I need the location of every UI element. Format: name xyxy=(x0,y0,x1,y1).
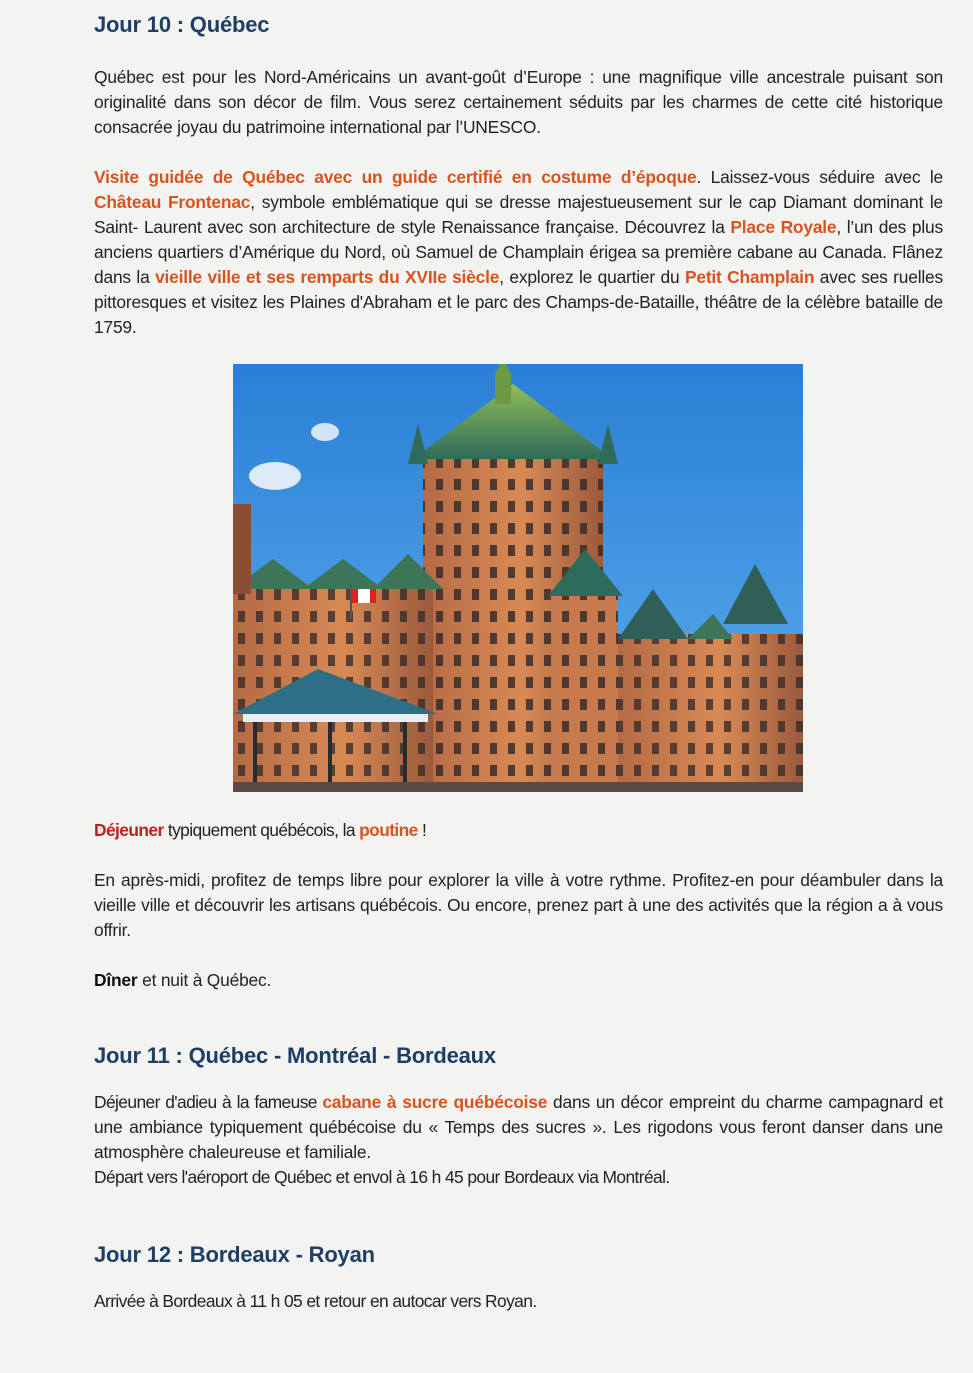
day10-visit-paragraph: Visite guidée de Québec avec un guide certifié en costume d’époque. Laissez-vous séduire avec le Château Frontenac, symbole emblématique qui se dresse majestueusement sur le cap Diamant dominant le Saint- Laurent avec son architecture de style Renaissance française. Découvrez la Place Royale, l’un des plus anciens quartiers d’Amérique du Nord, où Samuel de Champlain érigea sa première cabane au Canada. Flânez dans la vieille ville et ses remparts du XVIIe siècle, explorez le quartier du Petit Champlain avec ses ruelles pittoresques et visitez les Plaines d'Abraham et le parc des Champs-de-Bataille, théâtre de la célèbre bataille de 1759. xyxy=(94,167,944,337)
lunch-paragraph: Déjeuner typiquement québécois, la poutine ! xyxy=(94,820,427,840)
day12-title: Jour 12 : Bordeaux - Royan xyxy=(94,1242,375,1267)
chateau-frontenac-photo xyxy=(233,364,803,792)
chateau-frontenac-highlight: Château Frontenac xyxy=(94,192,251,212)
afternoon-paragraph: En après-midi, profitez de temps libre pour explorer la ville à votre rythme. Profitez-en pour déambuler dans la vieille ville et découvrir les artisans québécois. Ou encore, prenez part à une des activités que la région a à vous offrir. xyxy=(94,870,943,940)
poutine-highlight: poutine xyxy=(359,820,418,840)
old-town-highlight: vieille ville et ses remparts du XVIIe siècle xyxy=(155,267,500,287)
guided-tour-highlight: Visite guidée de Québec avec un guide certifié en costume d’époque xyxy=(94,167,697,187)
day12-paragraph: Arrivée à Bordeaux à 11 h 05 et retour en autocar vers Royan. xyxy=(94,1291,537,1311)
place-royale-highlight: Place Royale xyxy=(730,217,837,237)
day10-intro-paragraph: Québec est pour les Nord-Américains un avant-goût d’Europe : une magnifique ville ancestrale puisant son originalité dans son décor de film. Vous serez certainement séduits par les charmes de cette cité historique consacrée joyau du patrimoine international par l’UNESCO. xyxy=(94,67,943,137)
departure-line: Départ vers l'aéroport de Québec et envol à 16 h 45 pour Bordeaux via Montréal. xyxy=(94,1167,670,1187)
sugar-shack-highlight: cabane à sucre québécoise xyxy=(322,1092,548,1112)
dinner-paragraph: Dîner et nuit à Québec. xyxy=(94,970,272,990)
petit-champlain-highlight: Petit Champlain xyxy=(684,267,815,287)
lunch-highlight: Déjeuner xyxy=(94,820,164,840)
dinner-label: Dîner xyxy=(94,970,138,990)
day11-paragraph: Déjeuner d'adieu à la fameuse cabane à sucre québécoise dans un décor empreint du charme campagnard et une ambiance typiquement québécoise du « Temps des sucres ». Les rigodons vous feront danser dans une atmosphère chaleureuse et familiale. Départ vers l'aéroport de Québec et envol à 16 h 45 pour Bordeaux via Montréal. xyxy=(94,1092,943,1187)
day11-title: Jour 11 : Québec - Montréal - Bordeaux xyxy=(94,1043,496,1068)
day10-title: Jour 10 : Québec xyxy=(94,12,270,37)
